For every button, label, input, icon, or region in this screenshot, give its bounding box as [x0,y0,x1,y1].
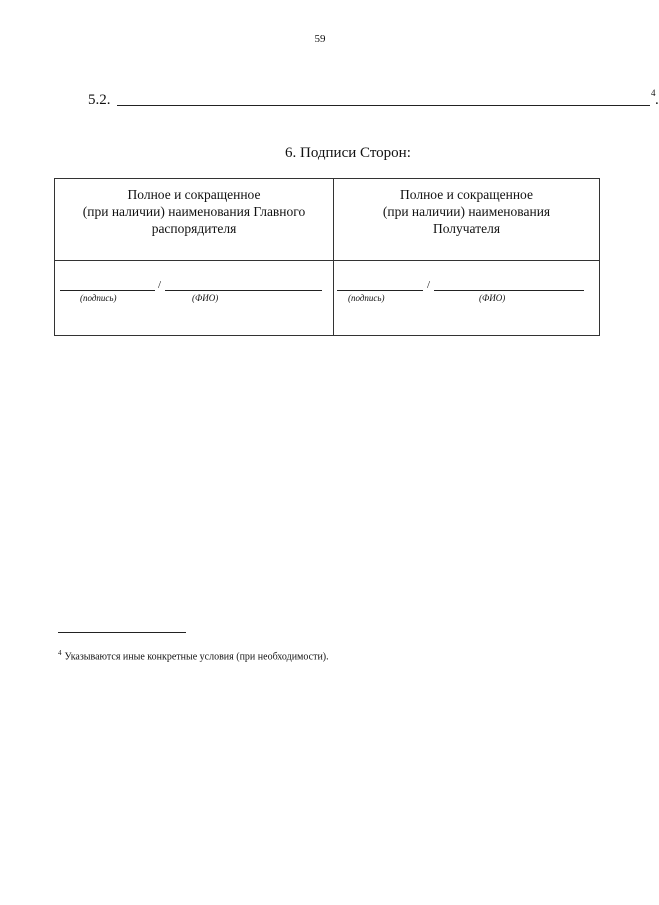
name-caption: (ФИО) [479,293,506,303]
signature-line [337,290,423,291]
page-number: 59 [314,33,326,45]
name-line [434,290,584,291]
chief-administrator-header [55,179,333,261]
chief-administrator-column [55,179,334,335]
clause-end-punctuation: . [655,92,659,108]
recipient-header [334,179,599,261]
footnote-reference: 4 [651,88,656,98]
footnote-text: Указываются иные конкретные условия (при необходимости). [64,651,329,663]
signature-line [60,290,155,291]
name-caption: (ФИО) [192,293,219,303]
separator: / [158,279,162,291]
signature-caption: (подпись) [80,293,117,303]
signatures-table [54,178,600,336]
header-line: (при наличии) наименования Главного [82,204,306,219]
clause-blank-line [117,105,650,106]
recipient-signature-area [334,261,599,335]
separator: / [427,279,431,291]
clause-5-2 [88,88,659,108]
signature-caption: (подпись) [348,293,385,303]
name-line [165,290,322,291]
clause-number: 5.2. [88,92,111,108]
footnote-marker: 4 [58,649,62,657]
recipient-column [334,179,599,335]
footnote-separator [58,632,186,633]
section-title: 6. Подписи Сторон: [285,145,411,161]
header-line: (при наличии) наименования [382,204,551,219]
chief-administrator-signature-area [55,261,333,335]
footnote [58,649,329,662]
header-line: распорядителя [151,221,237,236]
header-line: Полное и сокращенное [400,187,533,202]
header-line: Полное и сокращенное [127,187,261,202]
header-line: Получателя [432,221,501,236]
